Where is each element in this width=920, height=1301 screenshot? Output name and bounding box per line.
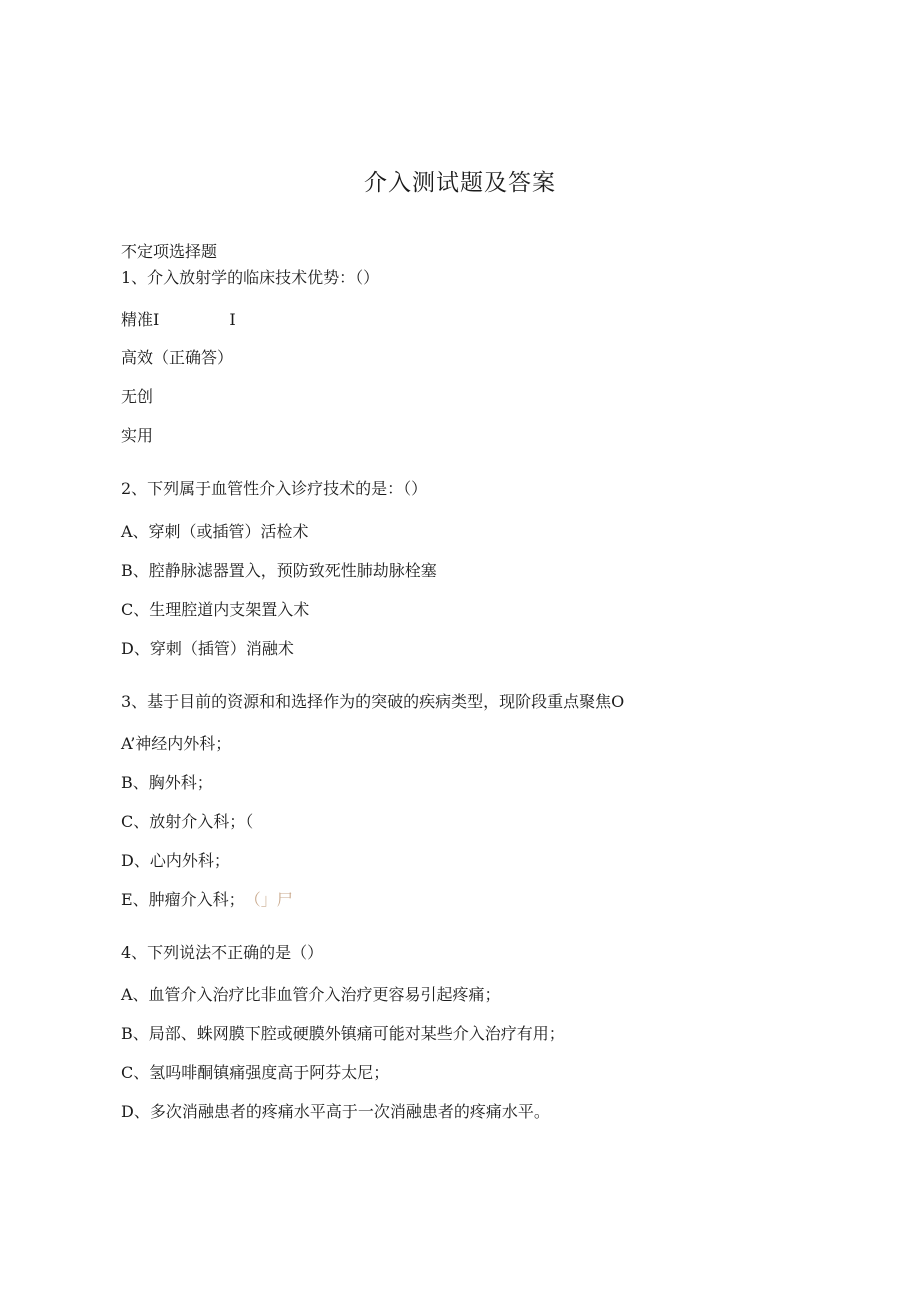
question-1-option-4: 实用: [121, 426, 154, 445]
question-1-option-2: 高效（正确答）: [121, 348, 234, 367]
section-heading: 不定项选择题: [121, 242, 218, 261]
question-1-stem: 1、介入放射学的临床技术优势：（）: [121, 268, 380, 287]
question-4-option-c: C、氢吗啡酮镇痛强度高于阿芬太尼；: [121, 1063, 390, 1082]
question-2-option-d: D、穿刺（插管）消融术: [121, 639, 294, 658]
question-2-option-a: A、穿刺（或插管）活检术: [121, 522, 309, 541]
question-3-option-b: B、胸外科；: [121, 773, 213, 792]
question-3-stem: 3、基于目前的资源和和选择作为的突破的疾病类型，现阶段重点聚焦O: [121, 692, 625, 711]
question-1-option-1: [121, 310, 236, 330]
question-4-option-a: A、血管介入治疗比非血管介入治疗更容易引起疼痛；: [121, 985, 501, 1004]
question-3-option-a: A’神经内外科；: [121, 734, 232, 753]
question-2-option-c: C、生理腔道内支架置入术: [121, 600, 310, 619]
option-text: E、肿瘤介入科；: [121, 890, 245, 909]
question-4-option-d: D、多次消融患者的疼痛水平高于一次消融患者的疼痛水平。: [121, 1102, 550, 1121]
question-3-option-c: C、放射介入科；（: [121, 812, 254, 831]
question-2-option-b: B、腔静脉滤器置入，预防致死性肺劫脉栓塞: [121, 561, 437, 580]
question-1-option-3: 无创: [121, 387, 154, 406]
question-4-stem: 4、下列说法不正确的是（）: [121, 943, 324, 962]
question-4-option-b: B、局部、蛛网膜下腔或硬膜外镇痛可能对某些介入治疗有用；: [121, 1024, 565, 1043]
question-3-option-d: D、心内外科；: [121, 851, 230, 870]
document-title: 介入测试题及答案: [364, 170, 556, 196]
question-3-option-e: [121, 890, 293, 910]
option-text: 精准I: [121, 310, 160, 329]
handwritten-mark: （」尸: [252, 890, 293, 909]
question-2-stem: 2、下列属于血管性介入诊疗技术的是：（）: [121, 479, 428, 498]
option-mark: I: [229, 310, 236, 329]
